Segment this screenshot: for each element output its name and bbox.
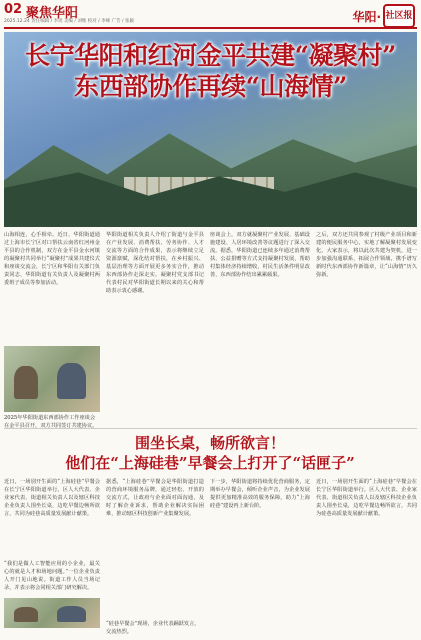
photo-figure [14, 607, 38, 622]
article2-column-4: 下一步，华阳街道将持续优化营商服务，定期举办早餐会，倾听企业声音，为企业发展提供更加精准高效的服务保障，助力“上海硅巷”建设再上新台阶。 [210, 479, 310, 509]
brand-name: 华阳· [352, 10, 381, 24]
article2-column-2: “我们是做人工智能应用的小企业，最关心的就是人才和场地问题。”一位企业负责人开门见山地说。街道工作人员当场记录，并表示将会同相关部门研究解决。 [4, 561, 100, 591]
article2-headline [60, 433, 360, 473]
article2-column-1: 近日，一场别开生面的“上海硅巷”早餐会在长宁区华阳街道举行。区人大代表、企业家代表、街道相关负责人以及辖区科技企业负责人围坐长桌，边吃早餐边畅所欲言，共同为硅巷高质量发展献计献策。 [4, 479, 100, 517]
issue-meta: 2025.12.24 责任编辑 / 李瑶 美编 / 刘维 校对 / 李峰 广告 / 张颖 [4, 19, 134, 24]
page-header [0, 0, 421, 28]
hero-photo [4, 32, 417, 227]
page-number: 02 [4, 2, 23, 17]
headline-line-2: 东西部协作再续“山海情” [74, 72, 347, 101]
article1-photo-caption: 2025年华阳街道东西部协作工作座谈会在金平县召开，双方共同签订共建协议。 [4, 415, 98, 429]
article1-column-4: 之后，双方还共同参观了村级产业项目和新建的便民服务中心，实地了解凝聚村发展变化。大家表示，将以此次共建为契机，进一步加强沟通联系，拓展合作领域，携手谱写新时代东西部协作新篇章，让“山海情”历久弥新。 [316, 232, 417, 278]
article1-column-3: 座谈会上，双方就凝聚村产业发展、基础设施建设、人居环境改善等议题进行了深入交流。据悉，华阳街道已连续多年通过消费帮扶、公益捐赠等方式支持凝聚村发展，帮助村集体经济持续增收，村民生活条件明显改善，东西部协作结出累累硕果。 [210, 232, 310, 278]
newspaper-logo: 社区报 [383, 4, 415, 28]
headline-line-1: 长宁华阳和红河金平共建“凝聚村” [25, 41, 396, 70]
main-headline [4, 40, 417, 102]
article2-column-5: 近日，一场别开生面的“上海硅巷”早餐会在长宁区华阳街道举行。区人大代表、企业家代表、街道相关负责人以及辖区科技企业负责人围坐长桌，边吃早餐边畅所欲言，共同为硅巷高质量发展献计献策。 [316, 479, 417, 517]
article1-column-2: 华阳街道相关负责人介绍了街道与金平县在产业发展、消费帮扶、劳务协作、人才交流等方面的合作成果，表示将继续立足资源禀赋，深化结对帮扶，在乡村振兴、基层治理等方面开展更多务实合作，推动东西部协作走深走实。凝聚村党支部书记代表村民对华阳街道长期以来的关心和帮助表示衷心感谢。 [106, 232, 204, 294]
header-divider [4, 27, 417, 29]
article2-photo-caption: “硅巷早餐会”现场，企业代表踊跃发言，交流热烈。 [106, 621, 200, 635]
photo-figure [14, 366, 38, 399]
section-divider [4, 428, 417, 429]
subhead-line-2: 他们在“上海硅巷”早餐会上打开了“话匣子” [65, 454, 355, 472]
article1-column-1: 山海相连，心手相牵。近日，华阳街道通过上海市长宁区对口帮扶云南省红河州金平县的合作机制，双方在金平县金水河镇的凝聚村共同举行“凝聚村”成果共建仪式和座谈交流会，长宁区和华阳有关部门负责同志、华阳街道有关负责人及凝聚村两委班子成员等参加活动。 [4, 232, 100, 286]
photo-figure [57, 606, 86, 623]
article2-photo [4, 598, 100, 628]
article2-column-3: 据悉，“上海硅巷”早餐会是华阳街道打造的营商环境服务品牌，通过轻松、开放的交流方式，让政府与企业面对面沟通，及时了解企业诉求，帮助企业解决实际困难，推动辖区科技创新产业集聚发展。 [106, 479, 204, 517]
photo-figure [57, 363, 86, 399]
subhead-line-1: 围坐长桌，畅所欲言！ [134, 434, 285, 452]
section-title: 聚焦华阳 [26, 6, 79, 21]
article1-photo [4, 346, 100, 412]
